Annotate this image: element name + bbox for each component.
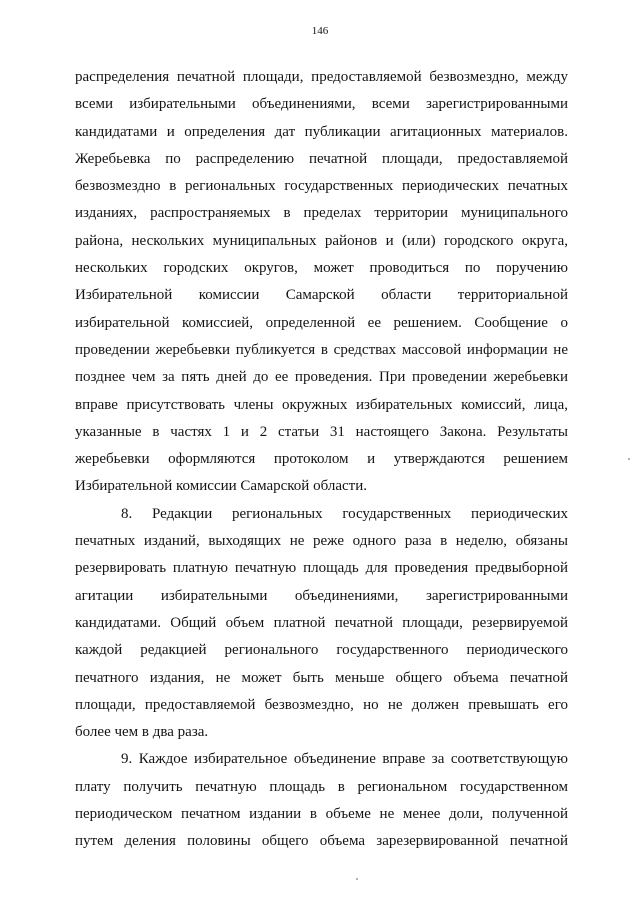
text-line: позднее чем за пять дней до ее проведения. При проведении жеребьевки — [75, 369, 568, 386]
text-line: жеребьевки оформляются протоколом и утверждаются решением — [75, 451, 568, 468]
text-line: избирательной комиссией, определенной ее решением. Сообщение о — [75, 314, 568, 331]
text-line: печатных изданий, выходящих не реже одного раза в неделю, обязаны — [75, 533, 568, 550]
text-line: агитации избирательными объединениями, зарегистрированными — [75, 587, 568, 604]
text-line: более чем в два раза. — [75, 724, 209, 741]
text-line: Избирательной комиссии Самарской области. — [75, 478, 367, 495]
text-line: площади, предоставляемой безвозмездно, но не должен превышать его — [75, 696, 568, 713]
text-line: путем деления половины общего объема зарезервированной печатной — [75, 833, 568, 850]
text-line: плату получить печатную площадь в региональном государственном — [75, 778, 568, 795]
body-text — [75, 64, 568, 856]
scan-speck — [356, 878, 358, 880]
text-line: безвозмездно в региональных государственных периодических печатных — [75, 178, 568, 195]
text-line: всеми избирательными объединениями, всеми зарегистрированными — [75, 96, 568, 113]
text-line: указанные в частях 1 и 2 статьи 31 настоящего Закона. Результаты — [75, 423, 568, 440]
text-line: периодическом печатном издании в объеме не менее доли, полученной — [75, 806, 568, 823]
text-line: изданиях, распространяемых в пределах территории муниципального — [75, 205, 568, 222]
page-number: 146 — [311, 25, 329, 37]
text-line: резервировать платную печатную площадь для проведения предвыборной — [75, 560, 568, 577]
paragraph-9-first-line: 9. Каждое избирательное объединение вправе за соответствующую — [121, 751, 568, 768]
scan-speck — [628, 458, 630, 460]
text-line: проведении жеребьевки публикуется в средствах массовой информации не — [75, 341, 568, 358]
text-line: вправе присутствовать члены окружных избирательных комиссий, лица, — [75, 396, 568, 413]
text-line: распределения печатной площади, предоставляемой безвозмездно, между — [75, 69, 568, 85]
text-line: печатного издания, не может быть меньше общего объема печатной — [75, 669, 568, 686]
paragraph-8-first-line: 8. Редакции региональных государственных периодических — [121, 505, 568, 522]
text-line: кандидатами и определения дат публикации агитационных материалов. — [75, 123, 568, 140]
text-line: Избирательной комиссии Самарской области территориальной — [75, 287, 568, 304]
text-line: кандидатами. Общий объем платной печатной площади, резервируемой — [75, 614, 568, 631]
text-line: Жеребьевка по распределению печатной площади, предоставляемой — [75, 150, 568, 167]
text-line: района, нескольких муниципальных районов и (или) городского округа, — [75, 232, 568, 249]
text-line: нескольких городских округов, может проводиться по поручению — [75, 260, 568, 277]
text-line: каждой редакцией регионального государственного периодического — [75, 642, 568, 659]
